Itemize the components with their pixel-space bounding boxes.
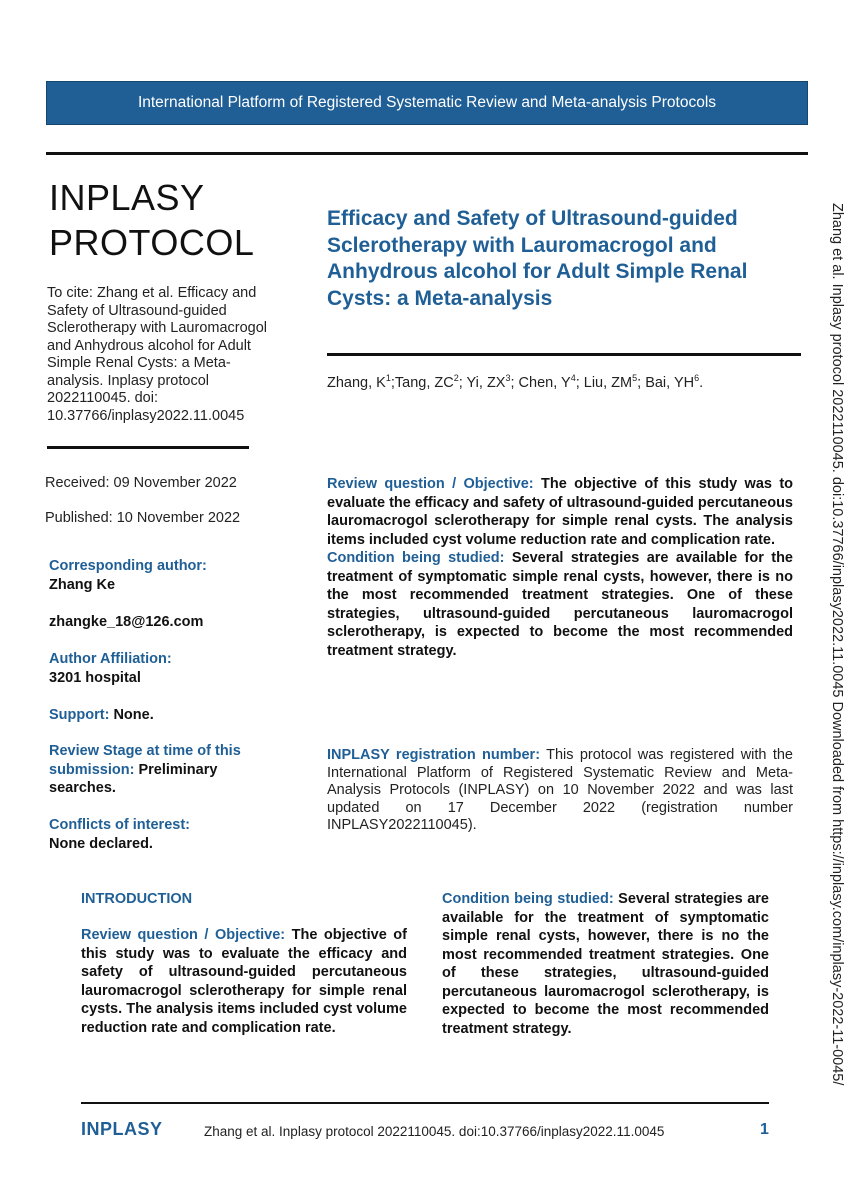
intro-rq-text: The objective of this study was to evaluate the efficacy and safety of ultrasound-guided percutaneous lauromacrogol sclerotherapy for simple renal cysts. The analysis items included cyst volume reduction rate and complication rate.: [81, 927, 407, 1036]
introduction-heading: INTRODUCTION: [81, 891, 193, 907]
author-5-sup: 5: [632, 373, 638, 383]
author-2-sup: 2: [453, 373, 459, 383]
abstract-condition: [327, 549, 793, 660]
conflicts-value: None declared.: [49, 835, 153, 852]
received-date: Received: 09 November 2022: [45, 475, 237, 491]
footer-rule: [81, 1102, 769, 1104]
abstract-block: [327, 475, 793, 660]
abstract-rq-text: The objective of this study was to evaluate the efficacy and safety of ultrasound-guided percutaneous lauromacrogol sclerotherapy for simple renal cysts. The analysis items included cyst volume reduction rate and complication rate.: [327, 476, 794, 548]
conflicts: [49, 816, 269, 853]
corresponding-author-name: Zhang Ke: [49, 576, 116, 593]
top-rule: [46, 152, 808, 155]
registration-text: This protocol was registered with the International Platform of Registered Systematic Review and Meta-Analysis Protocols (INPLASY) on 10 November 2022 and was last updated on 17 December 2022 (registration number INPLASY2022110045).: [327, 747, 793, 833]
author-1: Zhang, K: [327, 374, 386, 391]
author-list: [327, 373, 703, 391]
protocol-heading-line2: PROTOCOL: [49, 222, 255, 263]
corresponding-author-label: Corresponding author:: [49, 558, 207, 574]
intro-cond-label: Condition being studied:: [442, 891, 614, 907]
intro-rq-label: Review question / Objective:: [81, 927, 286, 943]
review-stage: [49, 742, 269, 798]
review-stage-label: Review Stage at time of this submission:: [49, 743, 241, 778]
intro-cond-text: Several strategies are available for the treatment of symptomatic simple renal cysts, however, there is no the most recommended treatment strategies. One of these strategies, ultrasound-guided percutaneous lauromacrogol sclerotherapy, is expected to become the most recommended treatment strategy.: [442, 891, 769, 1037]
support: [49, 706, 269, 725]
abstract-cond-label: Condition being studied:: [327, 550, 505, 566]
author-3-sup: 3: [505, 373, 511, 383]
left-rule: [47, 446, 249, 449]
author-3: ; Yi, ZX: [458, 374, 506, 391]
page-number: 1: [760, 1121, 769, 1138]
author-affiliation: [49, 650, 269, 687]
affiliation-label: Author Affiliation:: [49, 651, 172, 667]
protocol-heading: [49, 175, 254, 265]
author-2: ;Tang, ZC: [390, 374, 454, 391]
author-1-sup: 1: [385, 373, 391, 383]
footer-brand: INPLASY: [81, 1119, 163, 1139]
protocol-heading-line1: INPLASY: [49, 177, 205, 218]
published-date: Published: 10 November 2022: [45, 510, 241, 526]
footer-citation: Zhang et al. Inplasy protocol 2022110045. doi:10.37766/inplasy2022.11.0045: [204, 1124, 665, 1139]
citation-block: To cite: Zhang et al. Efficacy and Safety of Ultrasound-guided Sclerotherapy with Lauromacrogol and Anhydrous alcohol for Adult Simple Renal Cysts: a Meta-analysis. Inplasy protocol 2022110045. doi: 10.37766/inplasy2022.11.0045: [47, 285, 268, 424]
author-4: ; Chen, Y: [510, 374, 571, 391]
registration-label: INPLASY registration number:: [327, 747, 541, 763]
vertical-download-notice: Zhang et al. Inplasy protocol 2022110045. doi:10.37766/inplasy2022.11.0045 Downloaded from https://inplasy.com/inplasy-2022-11-0045/: [829, 203, 845, 1086]
author-6: ; Bai, YH: [637, 374, 695, 391]
intro-review-question: [81, 926, 407, 1037]
intro-condition: [442, 890, 769, 1038]
authors-end: .: [699, 374, 704, 391]
registration-block: [327, 747, 793, 835]
author-email[interactable]: zhangke_18@126.com: [49, 614, 204, 630]
paper-title: Efficacy and Safety of Ultrasound-guided Sclerotherapy with Lauromacrogol and Anhydrous alcohol for Adult Simple Renal Cysts: a Meta-analysis: [327, 207, 748, 310]
header-banner: [46, 81, 808, 125]
abstract-rq-label: Review question / Objective:: [327, 476, 534, 492]
author-5: ; Liu, ZM: [575, 374, 633, 391]
abstract-review-question: [327, 475, 793, 549]
affiliation-value: 3201 hospital: [49, 669, 141, 686]
author-6-sup: 6: [694, 373, 700, 383]
corresponding-author: [49, 557, 269, 594]
support-label: Support:: [49, 707, 110, 723]
abstract-cond-text: Several strategies are available for the treatment of symptomatic simple renal cysts, however, there is no the most recommended treatment strategies. One of these strategies, ultrasound-guided percutaneous lauromacrogol sclerotherapy, is expected to become the most recommended treatment strategy.: [327, 550, 793, 659]
banner-text: International Platform of Registered Systematic Review and Meta-analysis Protocols: [137, 94, 717, 111]
author-4-sup: 4: [570, 373, 576, 383]
conflicts-label: Conflicts of interest:: [49, 817, 190, 833]
support-value: None.: [113, 707, 154, 723]
title-rule: [327, 353, 801, 356]
review-stage-value: Preliminary searches.: [49, 761, 218, 796]
